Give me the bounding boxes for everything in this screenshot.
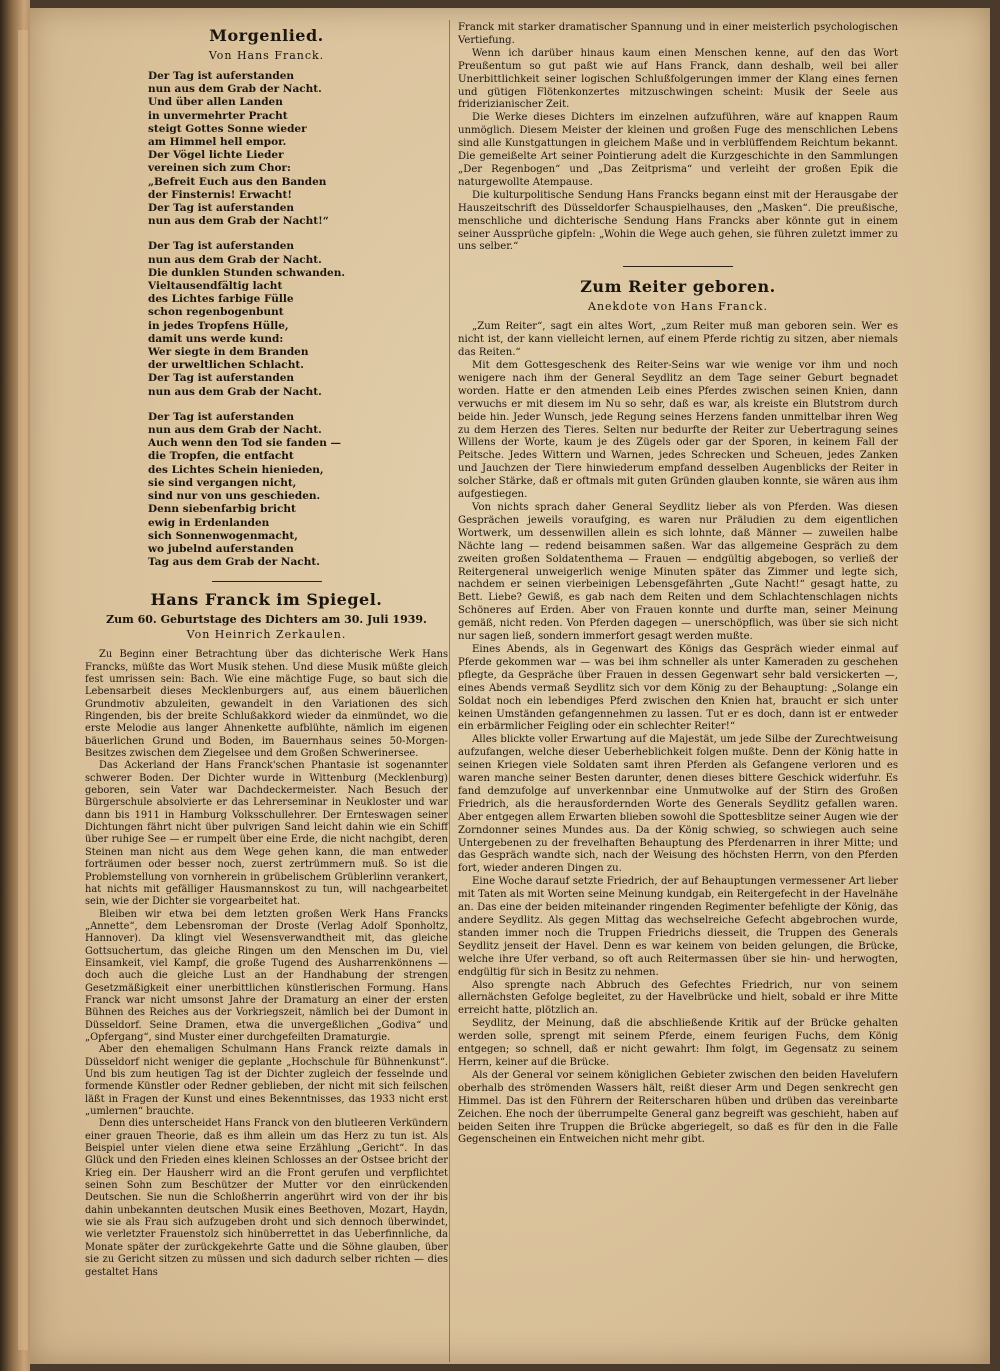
adjacent-page-strip bbox=[18, 30, 28, 1350]
essay-body bbox=[85, 649, 448, 1279]
adjacent-page-edge bbox=[0, 0, 30, 1371]
essay-paragraph: Wenn ich darüber hinaus kaum einen Menschen kenne, auf den das Wort Preußentum so gut paßt wie auf Hans Franck, dann deshalb, weil bei aller Unerbittlichkeit seiner logischen Schlußfolgerungen immer der Klang eines fernen und gütigen Flötenkonzertes mitzuschwingen scheint: Musik der Seele aus friderizianischer Zeit. bbox=[458, 47, 898, 111]
poem-line: ewig in Erdenlanden bbox=[148, 516, 270, 529]
essay-subtitle: Zum 60. Geburtstage des Dichters am 30. Juli 1939. bbox=[106, 613, 427, 627]
poem-line: Und über allen Landen bbox=[148, 96, 283, 109]
anecdote-paragraph: Eine Woche darauf setzte Friedrich, der auf Behauptungen vermessener Art lieber mit Taten als mit Worten seine Meinung kundgab, ein Reitergefecht in der Havelnähe an. Das eine der beiden miteinander ringenden Regimenter befehligte der König, das andere Seydlitz. Als gegen Mittag das wechselreiche Gefecht abgebrochen wurde, standen immer noch die Truppen Friedrichs diesseit, die Truppen des Generals Seydlitz jenseit der Havel. Denn es war keinem von beiden gelungen, die Brücke, welche ihre Ufer verband, so oft auch Reitermassen über sie hin- und herwogten, endgültig für sich in Besitz zu nehmen. bbox=[458, 876, 898, 978]
poem-line: Auch wenn den Tod sie fanden — bbox=[148, 437, 342, 450]
right-column bbox=[458, 22, 898, 1147]
anecdote-paragraph: „Zum Reiter“, sagt ein altes Wort, „zum Reiter muß man geboren sein. Wer es nicht ist, der kann vielleicht lernen, auf einem Pferde richtig zu sitzen, aber niemals das Reiten.“ bbox=[458, 321, 898, 359]
poem-line: vereinen sich zum Chor: bbox=[148, 162, 291, 175]
poem-line: steigt Gottes Sonne wieder bbox=[148, 122, 307, 135]
poem-line: Der Tag ist auferstanden bbox=[148, 202, 295, 215]
poem-line: der Finsternis! Erwacht! bbox=[148, 188, 292, 201]
poem-byline: Von Hans Franck. bbox=[208, 49, 325, 62]
poem-line: in jedes Tropfens Hülle, bbox=[148, 319, 289, 332]
poem-line: Die dunklen Stunden schwanden. bbox=[148, 266, 346, 279]
poem-line: nun aus dem Grab der Nacht!“ bbox=[148, 215, 329, 228]
essay-paragraph: Bleiben wir etwa bei dem letzten großen Werk Hans Francks „Annette“, dem Lebensroman der Droste (Verlag Adolf Sponholtz, Hannover). Da klingt viel Wesensverwandtheit mit, das gleiche Gottsuchertum, das gleiche Ringen um den Menschen im Du, viel Einsamkeit, viel Kampf, die große Tugend des Ausharrenkönnens — doch auch die gleiche Lust an der Handhabung der strengen Gesetzmäßigkeit einer unerbittlichen künstlerischen Formung. Hans Franck war nicht umsonst Jahre der Dramaturg an einer der ersten Bühnen des Reiches aus der Vorkriegszeit, nämlich bei der Dumont in Düsseldorf. Seine Dramen, etwa die unvergeßlichen „Godiva“ und „Opfergang“, sind Muster einer durchgefeilten Dramaturgie. bbox=[85, 908, 448, 1043]
anecdote-paragraph: Von nichts sprach daher General Seydlitz lieber als von Pferden. Was diesen Gesprächen jeweils voraufging, es waren nur Präludien zu dem eigentlichen Wortwerk, um dessenwillen allein es sich lohnte, daß Männer — zuweilen halbe Nächte lang — redend beisammen saßen. War das allgemeine Gespräch zu dem zweiten großen Soldatenthema — Frauen — endgültig abgebogen, so verließ der Reitergeneral unweigerlich wenige Minuten später das Zimmer und legte sich, nachdem er seinen vierbeinigen Lebensgefährten „Gute Nacht!“ gesagt hatte, zu Bett. Liebe? Gewiß, es gab nach dem Reiten und dem Schlachtenschlagen nichts Schöneres auf Erden. Aber von Frauen konnte und durfte man, seiner Meinung gemäß, nicht reden. Von Pferden dagegen — unerschöpflich, was über sie sich nicht nur sagen ließ, sondern immerfort gesagt werden mußte. bbox=[458, 502, 898, 643]
poem-line: sind nur von uns geschieden. bbox=[148, 490, 321, 503]
poem-body bbox=[148, 70, 448, 569]
essay-paragraph: Die Werke dieses Dichters im einzelnen aufzuführen, wäre auf knappen Raum unmöglich. Diesem Meister der kleinen und großen Fuge des menschlichen Lebens sind alle Kunstgattungen in gleichem Maße und in verblüffendem Reichtum bekannt. Die gemeißelte Art seiner Pointierung adelt die Kurzgeschichte in den Sammlungen „Der Regenbogen“ und „Das Zeitprisma“ und verleiht der großen Epik die naturgewollte Atempause. bbox=[458, 112, 898, 188]
poem-title: Morgenlied. bbox=[209, 26, 324, 45]
poem-line: Der Tag ist auferstanden bbox=[148, 240, 295, 253]
poem-line: der urweltlichen Schlacht. bbox=[148, 359, 304, 372]
anecdote-byline: Anekdote von Hans Franck. bbox=[588, 300, 768, 314]
anecdote-title: Zum Reiter geboren. bbox=[580, 277, 776, 297]
poem-line: wo jubelnd auferstanden bbox=[148, 542, 294, 555]
newspaper-page bbox=[30, 8, 990, 1364]
essay-paragraph: Die kulturpolitische Sendung Hans Francks begann einst mit der Herausgabe der Hauszeitschrift des Düsseldorfer Schauspielhauses, den „Masken“. Die preußische, menschliche und dichterische Sendung Hans Francks aber könnte gut in einem seiner Aussprüche gipfeln: „Wohin die Wege auch gehen, sie führen zuletzt immer zu uns selber.“ bbox=[458, 189, 898, 253]
poem-line: nun aus dem Grab der Nacht. bbox=[148, 424, 322, 437]
essay-paragraph: Denn dies unterscheidet Hans Franck von den blutleeren Verkündern einer grauen Theorie, daß es ihm allein um das Herz zu tun ist. Als Beispiel unter vielen diene etwa seine Erzählung „Gericht“. In das Glück und den Frieden eines kleinen Schlosses an der Ostsee bricht der Krieg ein. Der Hausherr wird an die Front gerufen und verpflichtet seinen Sohn zum Beschützer der Mutter vor den einrückenden Deutschen. Sie nun die Schloßherrin angerührt wird von der ihr bis dahin unbekannten deutschen Musik eines Beethoven, Mozart, Haydn, wie sie als Frau sich aufzugeben droht und sich dennoch überwindet, wie verletzter Frauenstolz sich hinüberrettet in das Ueberfinnliche, da Monate später der zurückgekehrte Gatte und die Söhne glauben, über sie zu Gericht sitzen zu müssen und sich dadurch selber richten — dies gestaltet Hans bbox=[85, 1118, 448, 1278]
anecdote-paragraph: Mit dem Gottesgeschenk des Reiter-Seins war wie wenige vor ihm und noch wenigere nach ihm der General Seydlitz an dem Tage seiner Geburt begnadet worden. Hatte er den atmenden Leib eines Pferdes zwischen seinen Knien, dann verwuchs er mit diesem im Nu so sehr, daß es war, als kreiste ein Blutstrom durch beide hin. Jeder Wunsch, jede Regung seines Herzens fanden unmittelbar ihren Weg zu dem Herzen des Tieres. Selten nur bedurfte der Reiter zur Uebertragung seines Willens der Worte, kaum je des Zügels oder gar der Sporen, in keinem Fall der Peitsche. Jedes Wittern und Warnen, jedes Schrecken und Scheuen, jedes Zanken und Jauchzen der Tiere hinwiederum empfand desselben Augenblicks der Reiter in solcher Stärke, daß er oftmals mit guten Gründen glauben konnte, sie wären aus ihm aufgestiegen. bbox=[458, 360, 898, 501]
essay-title: Hans Franck im Spiegel. bbox=[150, 590, 383, 610]
poem-line: des Lichtes Schein hienieden, bbox=[148, 463, 324, 476]
essay-paragraph: Zu Beginn einer Betrachtung über das dichterische Werk Hans Francks, müßte das Wort Musik stehen. Und diese Musik müßte gleich fest umrissen sein: Bach. Wie eine mächtige Fuge, so baut sich die Lebensarbeit dieses Mecklenburgers auf, aus einem bäuerlichen Grundmotiv abzuleiten, gewandelt in den Variationen des sich Ringenden, bis der breite Schlußakkord wieder da einmündet, wo die erste Melodie aus langer Ahnenkette aufblühte, nämlich im eigenen bäuerlichen Grund und Boden, im Bauernhaus seines 50-Morgen-Besitzes zwischen dem Ziegelsee und dem Großen Schwerinersee. bbox=[85, 649, 448, 760]
poem-line: des Lichtes farbige Fülle bbox=[148, 293, 294, 306]
poem-line: nun aus dem Grab der Nacht. bbox=[148, 253, 322, 266]
anecdote-paragraph: Eines Abends, als in Gegenwart des Königs das Gespräch wieder einmal auf Pferde gekommen war — was bei ihm schneller als unter Kameraden zu geschehen pflegte, da Gespräche über Frauen in dessen Gegenwart sehr bald versickerten —, eines Abends vermaß Seydlitz sich vor dem König zu der Behauptung: „Solange ein Soldat noch ein lebendiges Pferd zwischen den Knien hat, braucht er sich unter keinen Umständen gefangennehmen zu lassen. Tut er es doch, dann ist er entweder ein erbärmlicher Feigling oder ein schlechter Reiter!“ bbox=[458, 643, 898, 733]
poem-line: damit uns werde kund: bbox=[148, 332, 284, 345]
poem-line: Denn siebenfarbig bricht bbox=[148, 503, 296, 516]
poem-line: die Tropfen, die entfacht bbox=[148, 450, 294, 463]
column-divider bbox=[449, 20, 450, 1362]
poem-line: Der Vögel lichte Lieder bbox=[148, 149, 284, 162]
section-divider bbox=[212, 581, 322, 582]
anecdote-paragraph: Also sprengte nach Abbruch des Gefechtes Friedrich, nur von seinem allernächsten Gefolge begleitet, zu der Havelbrücke und hielt, sobald er ihre Mitte erreicht hatte, plötzlich an. bbox=[458, 979, 898, 1017]
essay-paragraph: Franck mit starker dramatischer Spannung und in einer meisterlich psychologischen Vertiefung. bbox=[458, 22, 898, 46]
poem-line: sie sind vergangen nicht, bbox=[148, 476, 297, 489]
poem-line: am Himmel hell empor. bbox=[148, 136, 287, 149]
poem-line: Der Tag ist auferstanden bbox=[148, 372, 295, 385]
anecdote-paragraph: Seydlitz, der Meinung, daß die abschließende Kritik auf der Brücke gehalten werden solle, sprengt mit seinem Pferde, einem feurigen Fuchs, dem König entgegen; so schnell, daß er nicht gewahrt: Ihm folgt, im Gegensatz zu seinem Herrn, keiner auf die Brücke. bbox=[458, 1018, 898, 1068]
poem-line: schon regenbogenbunt bbox=[148, 306, 284, 319]
poem-line: nun aus dem Grab der Nacht. bbox=[148, 83, 322, 96]
poem-line: in unvermehrter Pracht bbox=[148, 109, 288, 122]
poem-line: Vieltausendfältig lacht bbox=[148, 280, 283, 293]
anecdote-paragraph: Als der General vor seinem königlichen Gebieter zwischen den beiden Havelufern oberhalb des strömenden Wassers hält, reißt dieser Arm und Degen senkrecht gen Himmel. Das ist den Führern der Reiterscharen hüben und drüben das vereinbarte Zeichen. Ehe noch der überrumpelte General ganz begreift was geschieht, haben auf beiden Seiten ihre Truppen die Brücke abgeriegelt, so daß es für den in die Falle Gegenscheinen ein Entweichen nicht mehr gibt. bbox=[458, 1069, 898, 1146]
poem-line: Tag aus dem Grab der Nacht. bbox=[148, 556, 320, 569]
essay-continued bbox=[458, 22, 898, 254]
poem-stanza bbox=[148, 411, 448, 569]
poem-stanza bbox=[148, 70, 448, 228]
poem-line: Wer siegte in dem Branden bbox=[148, 346, 309, 359]
anecdote-paragraph: Alles blickte voller Erwartung auf die Majestät, um jede Silbe der Zurechtweisung aufzufangen, welche dieser Ueberheblichkeit folgen mußte. Denn der König hatte in seinen Kriegen viele Soldaten samt ihren Pferden als Gefangene verloren und es waren manche seiner Besten darunter, denen dieses bittere Geschick widerfuhr. Es fand demzufolge auf unverkennbar eine Unmutwolke auf der Stirn des Großen Friedrich, als die herausfordernden Worte des Generals Seydlitz gefallen waren. Aber entgegen allem Erwarten blieben sowohl die Spottesblitze seiner Augen wie der Zorndonner seines Mundes aus. Da der König schwieg, so schwiegen auch seine Untergebenen zu der frevelhaften Behauptung des Pferdenarren in ihrer Mitte; und das Gespräch wandte sich, nach der Weisung des höchsten Herrn, von den Pferden fort, wieder anderen Dingen zu. bbox=[458, 734, 898, 875]
poem-line: sich Sonnenwogenmacht, bbox=[148, 529, 298, 542]
essay-paragraph: Aber den ehemaligen Schulmann Hans Franck reizte damals in Düsseldorf nicht weniger die geplante „Hochschule für Bühnenkunst“. Und bis zum heutigen Tag ist der Dichter zugleich der fesselnde und formende Künstler oder Redner geblieben, der nicht mit sich feilschen läßt in Fragen der Kunst und eines Bekenntnisses, das 1933 nicht erst „umlernen“ brauchte. bbox=[85, 1044, 448, 1118]
anecdote-body bbox=[458, 321, 898, 1147]
essay-byline: Von Heinrich Zerkaulen. bbox=[186, 628, 347, 642]
poem-line: Der Tag ist auferstanden bbox=[148, 70, 295, 82]
left-column bbox=[85, 22, 448, 1279]
poem-line: nun aus dem Grab der Nacht. bbox=[148, 385, 322, 398]
essay-paragraph: Das Ackerland der Hans Franck'schen Phantasie ist sogenannter schwerer Boden. Der Dichter wurde in Wittenburg (Mecklenburg) geboren, sein Vater war Dachdeckermeister. Nach Besuch der Bürgerschule absolvierte er das Lehrerseminar in Neukloster und war dann bis 1911 in Hamburg Volksschullehrer. Der Ernteswagen seiner Dichtungen fährt nicht über pulvrigen Sand leicht dahin wie ein Schiff über ruhige See — er rumpelt über eine Erde, die nicht nachgibt, deren Steinen man nicht aus dem Wege gehen kann, die man entweder forträumen oder besser noch, zuerst zertrümmern muß. So ist die Problemstellung von vornherein in grübelischem Grüblerlinn verankert, hat nichts mit gefälliger Hausmannskost zu tun, will nachgearbeitet sein, wie der Dichter sie vorgearbeitet hat. bbox=[85, 760, 448, 908]
poem-line: „Befreit Euch aus den Banden bbox=[148, 175, 327, 188]
poem-line: Der Tag ist auferstanden bbox=[148, 410, 295, 423]
section-divider bbox=[623, 266, 733, 267]
poem-stanza bbox=[148, 240, 448, 398]
